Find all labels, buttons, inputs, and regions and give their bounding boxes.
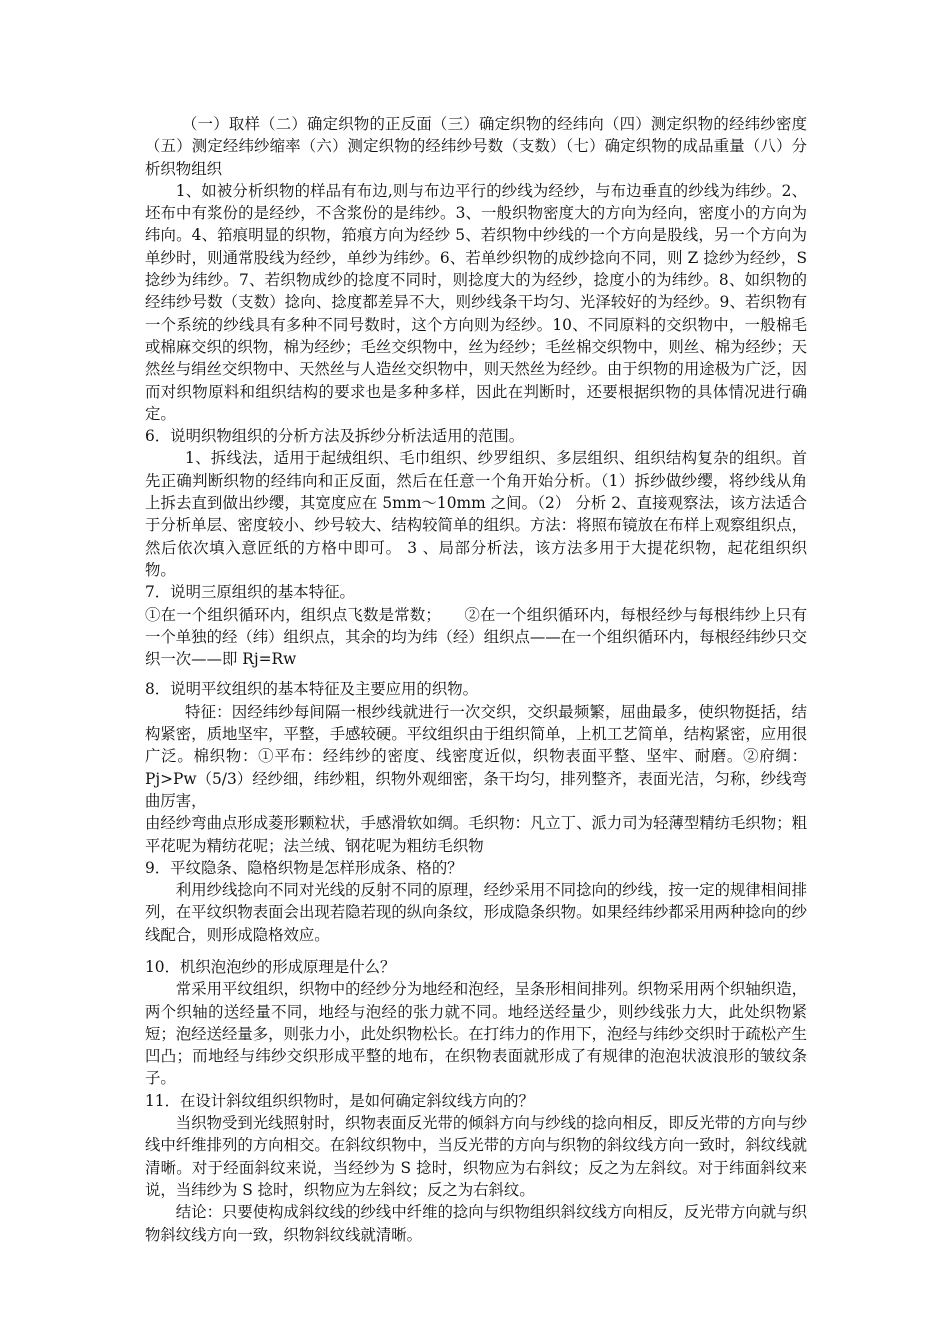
- question-8-answer-continued: 由经纱弯曲点形成菱形颗粒状，手感滑软如绸。毛织物：凡立丁、派力司为轻薄型精纺毛织物；粗平花呢为精纺花呢；法兰绒、钢花呢为粗纺毛织物: [145, 814, 807, 855]
- question-7-answer: ①在一个组织循环内，组织点飞数是常数； ②在一个组织循环内，每根经纱与每根纬纱上只有一个单独的经（纬）组织点，其余的均为纬（经）组织点——在一个组织循环内，每根经纬纱只交织一次——即 Rj=Rw: [145, 605, 807, 669]
- question-11-answer: 当织物受到光线照射时，织物表面反光带的倾斜方向与纱线的捻向相反，即反光带的方向与纱线中纤维排列的方向相交。在斜纹织物中，当反光带的方向与织物的斜纹线方向一致时，斜纹线就清晰。对于经面斜纹来说，当经纱为 S 捻时，织物应为右斜纹；反之为左斜纹。对于纬面斜纹来说，当纬纱为 S 捻时，织物应为左斜纹；反之为右斜纹。: [145, 1114, 807, 1199]
- question-7-heading: 7．说明三原组织的基本特征。: [145, 583, 355, 602]
- question-9-answer: 利用纱线捻向不同对光线的反射不同的原理，经纱采用不同捻向的纱线，按一定的规律相间排列，在平纹织物表面会出现若隐若现的纵向条纹，形成隐条织物。如果经纬纱都采用两种捻向的纱线配合，则形成隐格效应。: [145, 881, 807, 944]
- question-8-answer: 特征：因经纬纱每间隔一根纱线就进行一次交织，交织最频繁，屈曲最多，使织物挺括，结构紧密，质地坚牢，平整，手感较硬。平纹组织由于组织简单，上机工艺简单，结构紧密，应用很广泛。棉织物：①平布：经纬纱的密度、线密度近似，织物表面平整、坚牢、耐磨。②府绸：Pj>Pw（5/3）经纱细，纬纱粗，织物外观细密，条干均匀，排列整齐，表面光洁，匀称，纱线弯曲厉害，: [145, 702, 807, 810]
- question-9-heading: 9．平纹隐条、隐格织物是怎样形成条、格的？: [145, 858, 463, 877]
- analysis-steps-paragraph: （一）取样（二）确定织物的正反面（三）确定织物的经纬向（四）测定织物的经纬纱密度（五）测定经纬纱缩率（六）测定织物的经纬纱号数（支数）（七）确定织物的成品重量（八）分析织物组织: [145, 115, 807, 178]
- question-6-answer: 1、拆线法，适用于起绒组织、毛巾组织、纱罗组织、多层组织、组织结构复杂的组织。首先正确判断织物的经纬向和正反面，然后在任意一个角开始分析。（1）拆纱做纱缨，将纱线从角上拆去直到做出纱缨，其宽度应在 5mm～10mm 之间。（2） 分析 2、直接观察法，该方法适合于分析单层、密度较小、纱号较大、结构较简单的组织。方法：将照布镜放在布样上观察组织点，然后依次填入意匠纸的方格中即可。 3 、局部分析法，该方法多用于大提花织物，起花组织织物。: [145, 449, 807, 579]
- document-page: [145, 113, 807, 1246]
- question-11-conclusion: 结论：只要使构成斜纹线的纱线中纤维的捻向与织物组织斜纹线方向相反，反光带方向就与织物斜纹线方向一致，织物斜纹线就清晰。: [145, 1203, 807, 1244]
- warp-weft-rules-paragraph: 1、如被分析织物的样品有布边,则与布边平行的纱线为经纱，与布边垂直的纱线为纬纱。2、坯布中有浆份的是经纱，不含浆份的是纬纱。3、一般织物密度大的方向为经向，密度小的方向为纬向。4、筘痕明显的织物，筘痕方向为经纱 5、若织物中纱线的一个方向是股线，另一个方向为单纱时，则通常股线为经纱，单纱为纬纱。6、若单纱织物的成纱捻向不同，则 Z 捻纱为经纱，S 捻纱为纬纱。7、若织物成纱的捻度不同时，则捻度大的为经纱，捻度小的为纬纱。8、如织物的经纬纱号数（支数）捻向、捻度都差异不大，则纱线条干均匀、光泽较好的为经纱。9、若织物有一个系统的纱线具有多种不同号数时，这个方向则为经纱。10、不同原料的交织物中，一般棉毛或棉麻交织的织物，棉为经纱；毛丝交织物中，丝为经纱；毛丝棉交织物中，则丝、棉为经纱；天然丝与绢丝交织物中、天然丝与人造丝交织物中，则天然丝为经纱。由于织物的用途极为广泛，因而对织物原料和组织结构的要求也是多种多样，因此在判断时，还要根据织物的具体情况进行确定。: [145, 181, 807, 423]
- question-11-heading: 11．在设计斜纹组织织物时，是如何确定斜纹线方向的？: [145, 1091, 534, 1110]
- question-10-answer: 常采用平纹组织，织物中的经纱分为地经和泡经，呈条形相间排列。织物采用两个织轴织造，两个织轴的送经量不同，地经与泡经的张力就不同。地经送经量少，则纱线张力大，此处织物紧短；泡经送经量多，则张力小，此处织物松长。在打纬力的作用下，泡经与纬纱交织时于疏松产生凹凸；而地经与纬纱交织形成平整的地布，在织物表面就形成了有规律的泡泡状波浪形的皱纹条子。: [145, 980, 807, 1088]
- question-6-heading: 6．说明织物组织的分析方法及拆纱分析法适用的范围。: [145, 427, 525, 446]
- question-8-heading: 8．说明平纹组织的基本特征及主要应用的织物。: [145, 680, 478, 699]
- question-10-heading: 10．机织泡泡纱的形成原理是什么？: [145, 957, 396, 976]
